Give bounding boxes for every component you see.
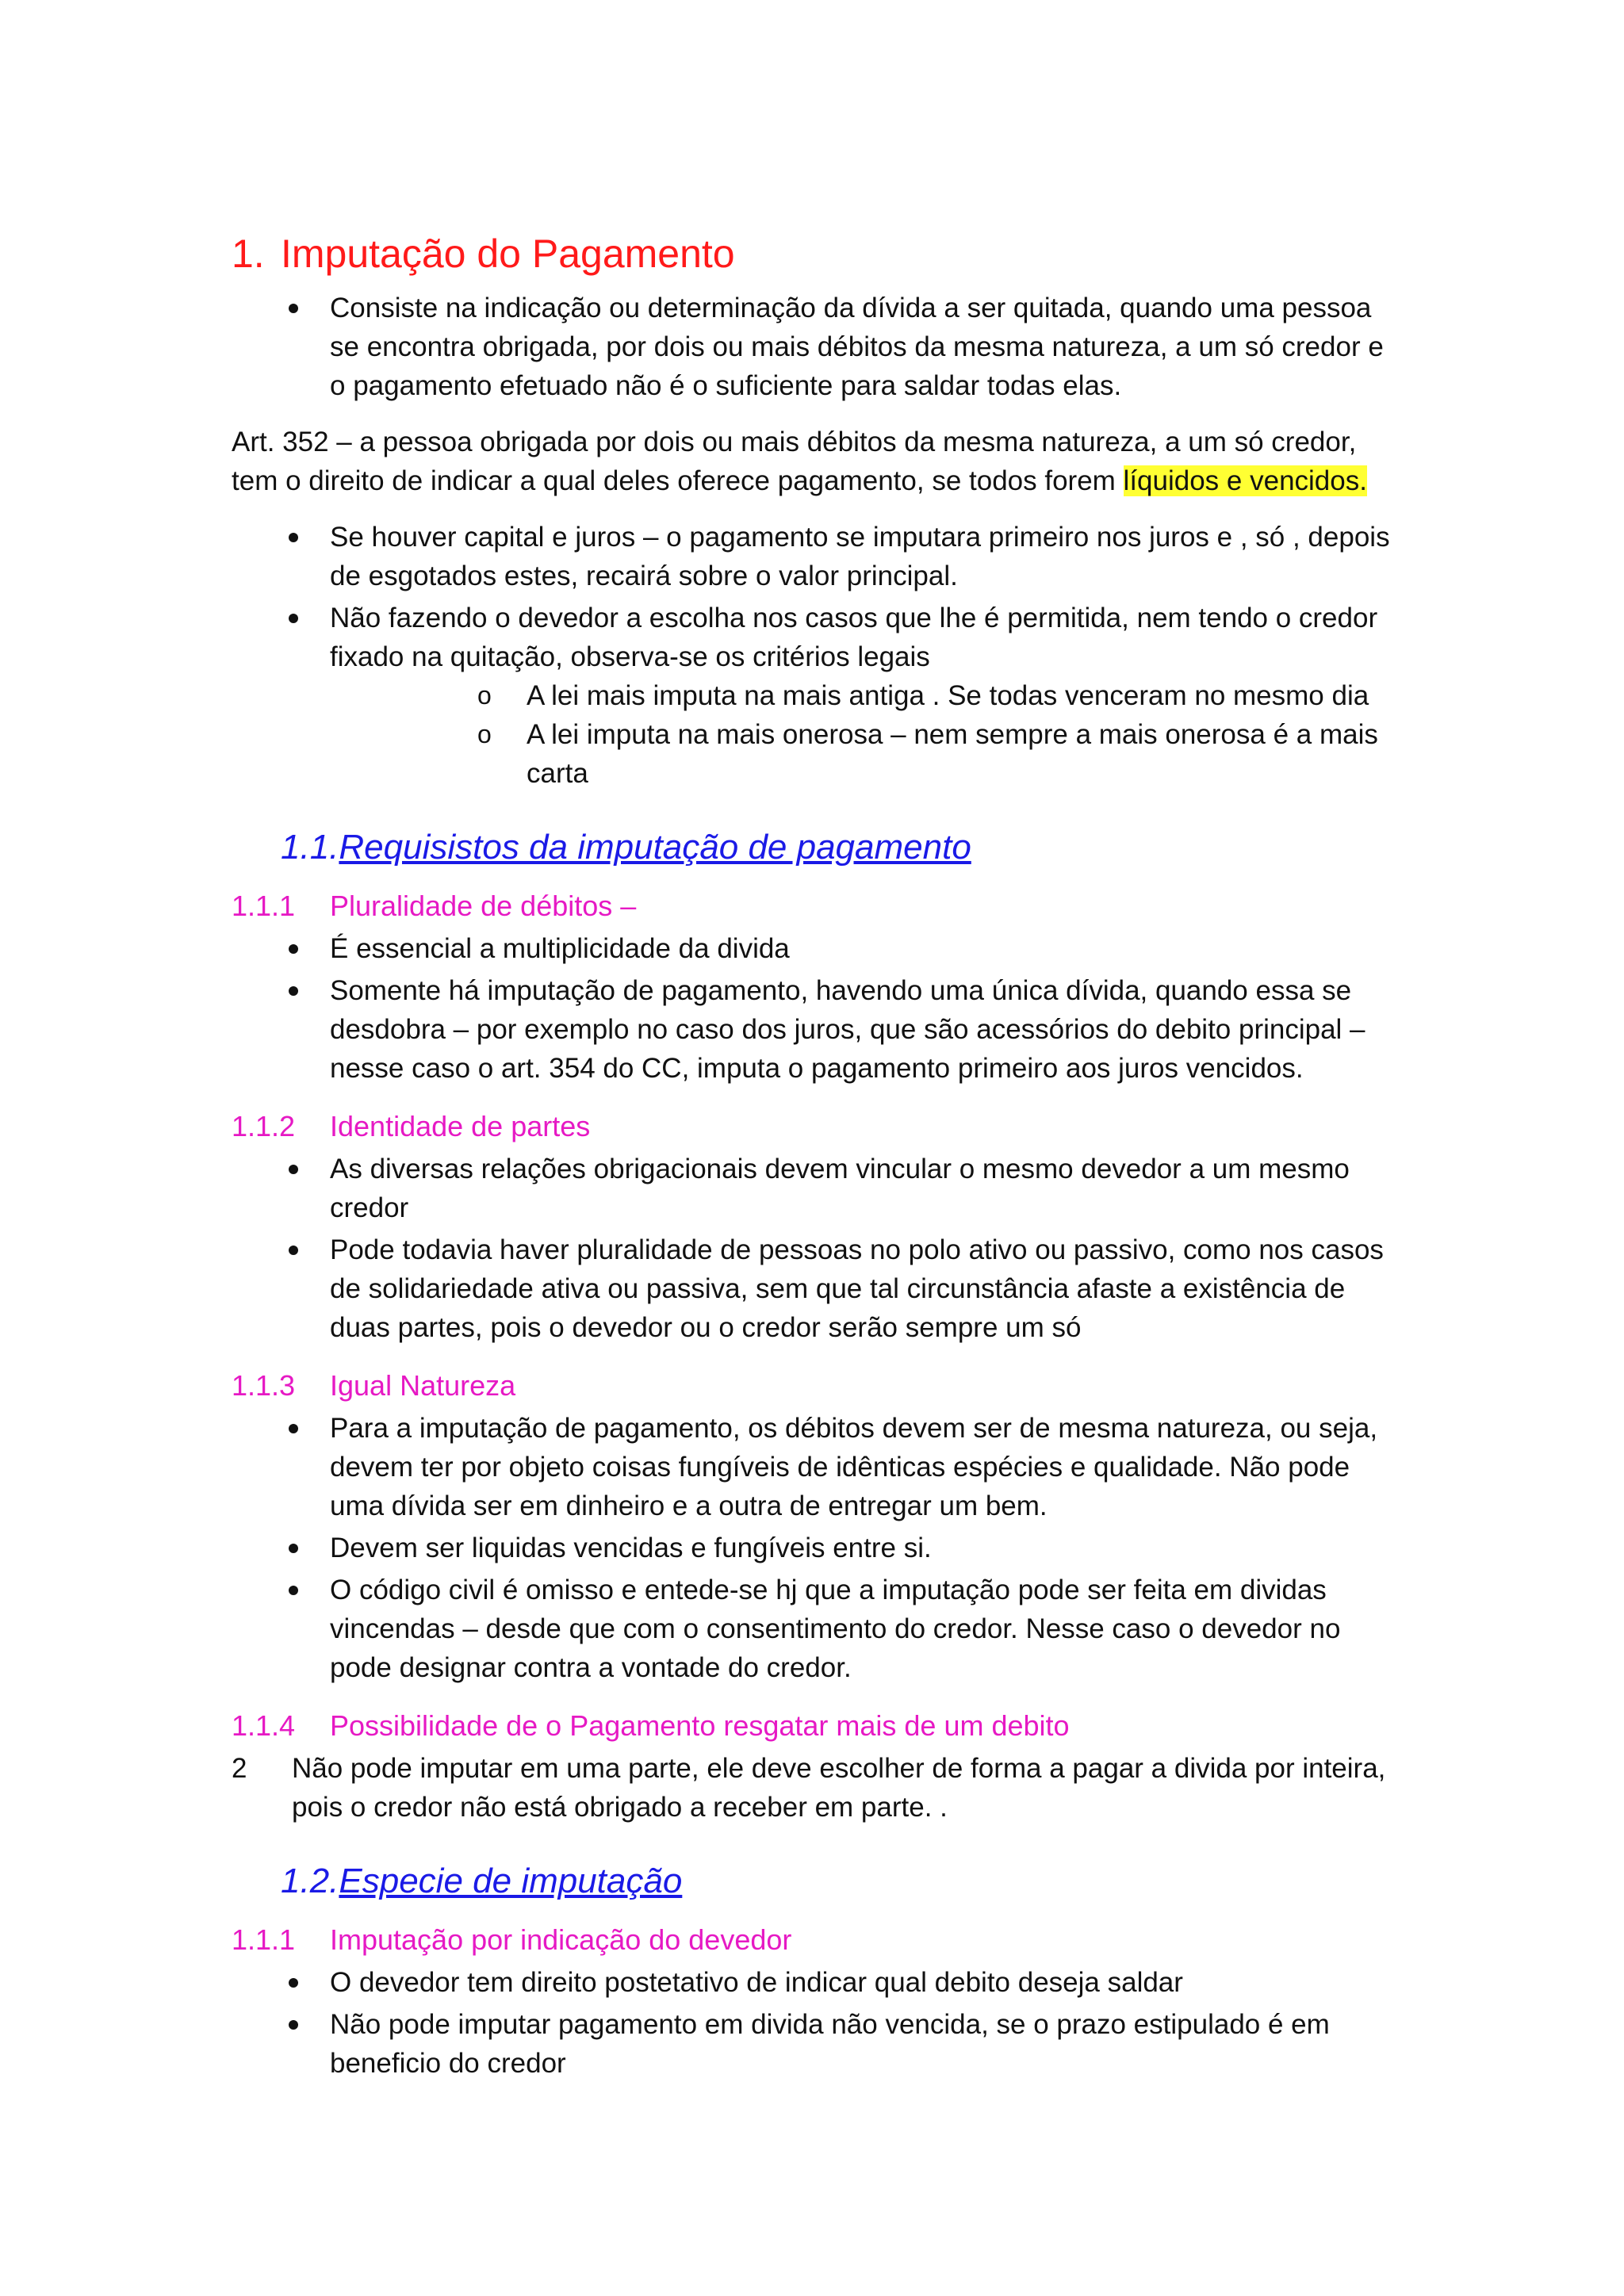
rules-bullet-text: Não fazendo o devedor a escolha nos casos que lhe é permitida, nem tendo o credor fixado na quitação, observa-se os critérios legais: [330, 603, 1378, 672]
subsection-title: Identidade de partes: [330, 1110, 591, 1142]
subsection-1-1-1-bullets: [232, 929, 1397, 1088]
subsection-title: Pluralidade de débitos –: [330, 890, 637, 922]
subsection-number: 1.1.4: [232, 1709, 296, 1742]
title-text: Imputação do Pagamento: [281, 232, 735, 276]
section-heading-1-1: [232, 820, 1397, 875]
intro-bullet: Consiste na indicação ou determinação da dívida a ser quitada, quando uma pessoa se encontra obrigada, por dois ou mais débitos da mesma natureza, a um só credor e o pagamento efetuado não é o suficiente para saldar todas elas.: [232, 289, 1397, 405]
list-item: O devedor tem direito postetativo de indicar qual debito deseja saldar: [232, 1963, 1397, 2002]
list-item: Pode todavia haver pluralidade de pessoas no polo ativo ou passivo, como nos casos de solidariedade ativa ou passiva, sem que tal circunstância afaste a existência de duas partes, pois o devedor ou o credor serão sempre um só: [232, 1230, 1397, 1347]
numbered-paragraph: [232, 1749, 1397, 1827]
list-item: As diversas relações obrigacionais devem vincular o mesmo devedor a um mesmo credor: [232, 1150, 1397, 1227]
rules-bullet-with-sublist: [232, 599, 1397, 793]
subsection-number: 1.1.1: [232, 890, 296, 922]
subsection-title: Igual Natureza: [330, 1369, 516, 1402]
list-item: Para a imputação de pagamento, os débitos devem ser de mesma natureza, ou seja, devem ter por objeto coisas fungíveis de idênticas espécies e qualidade. Não pode uma dívida ser em dinheiro e a outra de entregar um bem.: [232, 1409, 1397, 1525]
list-item: Devem ser liquidas vencidas e fungíveis entre si.: [232, 1529, 1397, 1567]
rules-sub-item: o A lei imputa na mais onerosa – nem sempre a mais onerosa é a mais carta: [330, 715, 1397, 793]
section-1-2-number: 1.2.: [281, 1862, 339, 1900]
subsection-heading-1-1-4: [232, 1705, 1397, 1747]
subsection-1-1-3-bullets: [232, 1409, 1397, 1687]
document-page: [232, 224, 1397, 2100]
section-1-1-number: 1.1.: [281, 828, 339, 867]
list-item: Somente há imputação de pagamento, havendo uma única dívida, quando essa se desdobra – por exemplo no caso dos juros, que são acessórios do debito principal – nesse caso o art. 354 do CC, imputa o pagamento primeiro aos juros vencidos.: [232, 971, 1397, 1088]
list-item: O código civil é omisso e entede-se hj que a imputação pode ser feita em dividas vincendas – desde que com o consentimento do credor. Nesse caso o devedor no pode designar contra a vontade do credor.: [232, 1571, 1397, 1687]
rules-sub-item: o A lei mais imputa na mais antiga . Se todas venceram no mesmo dia: [330, 676, 1397, 715]
intro-bullet-list: [232, 289, 1397, 405]
paragraph-number: 2: [232, 1753, 247, 1784]
rules-bullet: Se houver capital e juros – o pagamento se imputara primeiro nos juros e , só , depois de esgotados estes, recairá sobre o valor principal.: [232, 518, 1397, 595]
highlighted-text: líquidos e vencidos.: [1123, 465, 1367, 496]
subsection-1-1-2-bullets: [232, 1150, 1397, 1347]
subsection-title: Imputação por indicação do devedor: [330, 1923, 792, 1956]
subsection-number: 1.1.3: [232, 1369, 296, 1402]
subsection-imputacao-devedor-bullets: [232, 1963, 1397, 2083]
section-1-2-title: Especie de imputação: [339, 1862, 683, 1900]
subsection-heading-1-1-3: [232, 1364, 1397, 1407]
subsection-heading-1-1-2: [232, 1105, 1397, 1148]
document-title: [232, 224, 1397, 284]
art-352-text: Art. 352 – a pessoa obrigada por dois ou mais débitos da mesma natureza, a um só credor, tem o direito de indicar a qual deles oferece pagamento, se todos forem: [232, 427, 1357, 496]
art-352-paragraph: [232, 423, 1397, 500]
subsection-title: Possibilidade de o Pagamento resgatar mais de um debito: [330, 1709, 1070, 1742]
paragraph-text: Não pode imputar em uma parte, ele deve escolher de forma a pagar a divida por inteira, pois o credor não está obrigado a receber em parte. .: [292, 1753, 1386, 1823]
list-item: É essencial a multiplicidade da divida: [232, 929, 1397, 968]
subsection-number: 1.1.2: [232, 1110, 296, 1142]
title-number: 1.: [232, 232, 265, 276]
subsection-number: 1.1.1: [232, 1923, 296, 1956]
section-1-1-title: Requisistos da imputação de pagamento: [339, 828, 971, 867]
section-heading-1-2: [232, 1854, 1397, 1909]
list-item: Não pode imputar pagamento em divida não vencida, se o prazo estipulado é em beneficio do credor: [232, 2005, 1397, 2083]
subsection-heading-imputacao-devedor: [232, 1919, 1397, 1961]
rules-sub-list: [330, 676, 1397, 793]
subsection-heading-1-1-1: [232, 885, 1397, 928]
rules-bullet-list: [232, 518, 1397, 793]
